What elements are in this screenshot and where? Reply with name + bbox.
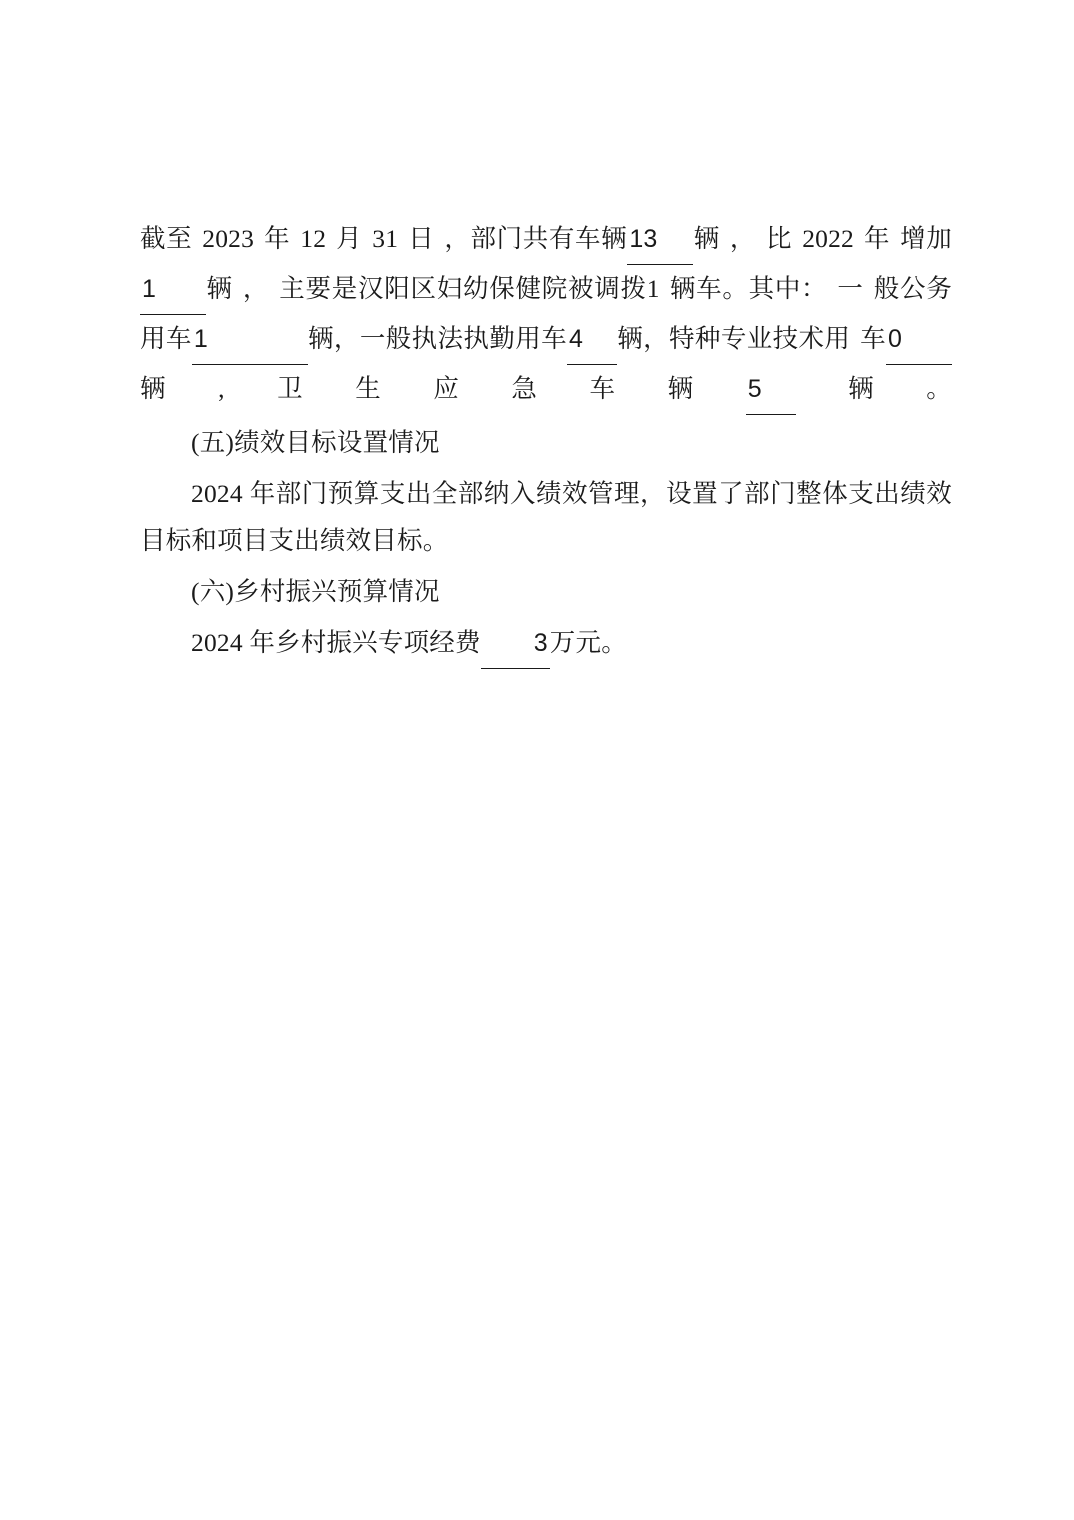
health-emergency-vehicle-blank: 5 <box>746 366 796 415</box>
rural-revitalization-text-part-2: 万元。 <box>549 628 627 657</box>
body-section-five: 2024 年部门预算支出全部纳入绩效管理，设置了部门整体支出绩效目标和项目支出绩效目标。 <box>140 479 952 555</box>
vehicle-text-part-3: 辆 ， 主要是汉阳区妇幼保健院被调拨1 辆车。其中： 一 般公务用车 <box>140 274 952 353</box>
law-enforcement-vehicle-blank: 4 <box>567 316 617 365</box>
vehicle-text-part-7: 辆。 <box>795 374 952 403</box>
vehicle-total-blank: 13 <box>627 216 693 265</box>
rural-revitalization-text-part-1: 2024 年乡村振兴专项经费 <box>191 628 481 657</box>
special-technical-vehicle-blank: 0 <box>886 316 952 365</box>
vehicle-text-part-2: 辆 ， 比 2022 年 增加 <box>693 224 952 253</box>
vehicle-text-part-6: 辆,卫生应急车辆 <box>140 374 746 403</box>
body-section-six <box>140 619 952 669</box>
heading-section-five: (五)绩效目标设置情况 <box>191 428 440 457</box>
vehicle-text-part-5: 辆，特种专业技术用 车 <box>617 324 886 353</box>
heading-section-six: (六)乡村振兴预算情况 <box>191 577 440 606</box>
paragraph-vehicle-count <box>140 215 952 415</box>
general-official-vehicle-blank: 1 <box>192 316 308 365</box>
vehicle-increase-blank: 1 <box>140 266 206 315</box>
vehicle-text-part-4: 辆，一般执法执勤用车 <box>307 324 568 353</box>
vehicle-text-part-1: 截至 2023 年 12 月 31 日 ，部门共有车辆 <box>140 224 628 253</box>
rural-revitalization-amount-blank: 3 <box>481 620 550 669</box>
